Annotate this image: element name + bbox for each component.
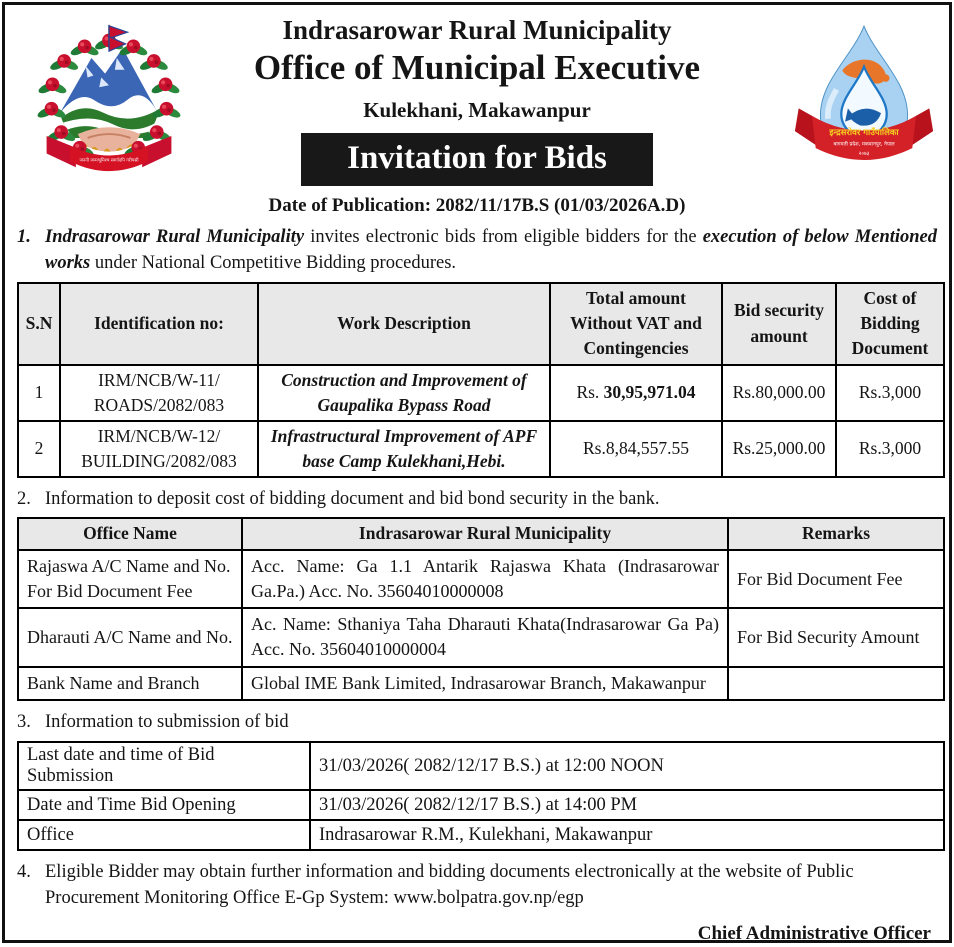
indrasarowar-municipality-logo-icon	[793, 17, 935, 179]
invitation-banner: Invitation for Bids	[301, 133, 653, 186]
section-3-number: 3.	[17, 711, 31, 732]
section-1-emph-municipality: Indrasarowar Rural Municipality	[45, 227, 305, 247]
col-header-description: Work Description	[258, 283, 550, 365]
logo-banner-year: २०७३	[858, 150, 870, 157]
bank-table-row	[18, 550, 944, 608]
id-line-1: IRM/NCB/W-11/	[98, 370, 220, 391]
cell-sn: 2	[18, 421, 60, 477]
bank-table-row	[18, 667, 944, 700]
section-4-paragraph	[17, 859, 937, 912]
works-table-row	[18, 421, 944, 477]
cell-identification	[60, 365, 258, 421]
section-1-number: 1.	[17, 227, 31, 247]
id-line-1: IRM/NCB/W-12/	[97, 426, 221, 447]
emblem-of-nepal-graphic	[31, 17, 187, 177]
logo-banner-subtitle: बागमती प्रदेश, मकवानपुर, नेपाल	[833, 141, 895, 148]
submission-table-row	[18, 790, 944, 820]
section-2-text: Information to deposit cost of bidding document and bid bond security in the bank.	[45, 488, 660, 509]
cell-security: Rs.25,000.00	[722, 421, 836, 477]
id-line-2: ROADS/2082/083	[93, 394, 225, 415]
section-1-plain-2: under National Competitive Bidding procedures.	[90, 253, 457, 274]
amount-value: 30,95,971.04	[603, 382, 696, 403]
cell-value: 31/03/2026( 2082/12/17 B.S.) at 14:00 PM	[310, 790, 944, 820]
cell-remarks	[728, 667, 944, 700]
publication-date: Date of Publication: 2082/11/17B.S (01/03/2026A.D)	[268, 195, 686, 216]
section-1-paragraph	[17, 224, 937, 277]
col-header-office-name: Office Name	[18, 518, 242, 550]
location-subtitle: Kulekhani, Makawanpur	[363, 98, 591, 122]
cell-account: Ac. Name: Sthaniya Taha Dharauti Khata(Indrasarowar Ga Pa) Acc. No. 35604010000004	[242, 608, 728, 666]
amount-prefix: Rs.8,84,557.55	[583, 438, 689, 459]
section-4-number: 4.	[17, 862, 31, 883]
office-title: Office of Municipal Executive	[253, 48, 701, 87]
cell-remarks: For Bid Document Fee	[728, 550, 944, 608]
section-1-emph-works: execution of below Mentioned works	[45, 227, 938, 274]
cell-amount	[550, 365, 722, 421]
cell-value: Indrasarowar R.M., Kulekhani, Makawanpur	[310, 820, 944, 850]
signature-title: Chief Administrative Officer	[697, 922, 931, 943]
document-header	[15, 15, 939, 217]
cell-account: Acc. Name: Ga 1.1 Antarik Rajaswa Khata (Indrasarowar Ga.Pa.) Acc. No. 35604010000008	[242, 550, 728, 608]
section-2-paragraph	[17, 486, 937, 512]
cell-cost: Rs.3,000	[836, 365, 944, 421]
cell-label: Date and Time Bid Opening	[18, 790, 310, 820]
municipality-logo-graphic	[793, 17, 935, 179]
cell-label: Last date and time of Bid Submission	[18, 742, 310, 790]
cell-sn: 1	[18, 365, 60, 421]
cell-office-name: Dharauti A/C Name and No.	[18, 608, 242, 666]
section-3-paragraph	[17, 709, 937, 735]
works-table-header-row	[18, 283, 944, 365]
cell-amount	[550, 421, 722, 477]
bank-table	[17, 517, 945, 701]
cell-value: 31/03/2026( 2082/12/17 B.S.) at 12:00 NOON	[310, 742, 944, 790]
works-table-row	[18, 365, 944, 421]
cell-security: Rs.80,000.00	[722, 365, 836, 421]
cell-office-name: Rajaswa A/C Name and No. For Bid Document Fee	[18, 550, 242, 608]
section-1-plain-1: invites electronic bids from eligible bidders for the	[304, 227, 703, 247]
emblem-of-nepal-icon	[31, 17, 187, 177]
cell-remarks: For Bid Security Amount	[728, 608, 944, 666]
col-header-remarks: Remarks	[728, 518, 944, 550]
municipality-title: Indrasarowar Rural Municipality	[282, 15, 672, 45]
submission-table-row	[18, 820, 944, 850]
bank-table-row	[18, 608, 944, 666]
cell-cost: Rs.3,000	[836, 421, 944, 477]
col-header-identification: Identification no:	[60, 283, 258, 365]
works-table	[17, 282, 945, 478]
document-page	[2, 2, 952, 943]
col-header-amount: Total amount Without VAT and Contingencies	[550, 283, 722, 365]
cell-account: Global IME Bank Limited, Indrasarowar Branch, Makawanpur	[242, 667, 728, 700]
bank-table-header-row	[18, 518, 944, 550]
section-1-text	[45, 224, 937, 277]
col-header-security: Bid security amount	[722, 283, 836, 365]
cell-label: Office	[18, 820, 310, 850]
emblem-motto-text: जननी जन्मभूमिश्च स्वर्गादपि गरीयसी	[79, 158, 139, 164]
cell-description: Construction and Improvement of Gaupalika Bypass Road	[258, 365, 550, 421]
col-header-cost: Cost of Bidding Document	[836, 283, 944, 365]
section-4-text: Eligible Bidder may obtain further information and bidding documents electronically at the website of Public Procurement Monitoring Office E-Gp System: www.bolpatra.gov.np/egp	[45, 862, 854, 909]
col-header-sn: S.N	[18, 283, 60, 365]
cell-identification	[60, 421, 258, 477]
cell-description: Infrastructural Improvement of APF base Camp Kulekhani,Hebi.	[258, 421, 550, 477]
submission-table-row	[18, 742, 944, 790]
submission-table	[17, 741, 945, 851]
logo-banner-title: इन्द्रसरोवर गाउँपालिका	[829, 127, 899, 138]
section-3-text: Information to submission of bid	[45, 711, 289, 732]
amount-prefix: Rs.	[576, 382, 604, 403]
id-line-2: BUILDING/2082/083	[81, 450, 237, 471]
cell-office-name: Bank Name and Branch	[18, 667, 242, 700]
col-header-account: Indrasarowar Rural Municipality	[242, 518, 728, 550]
section-2-number: 2.	[17, 488, 31, 509]
